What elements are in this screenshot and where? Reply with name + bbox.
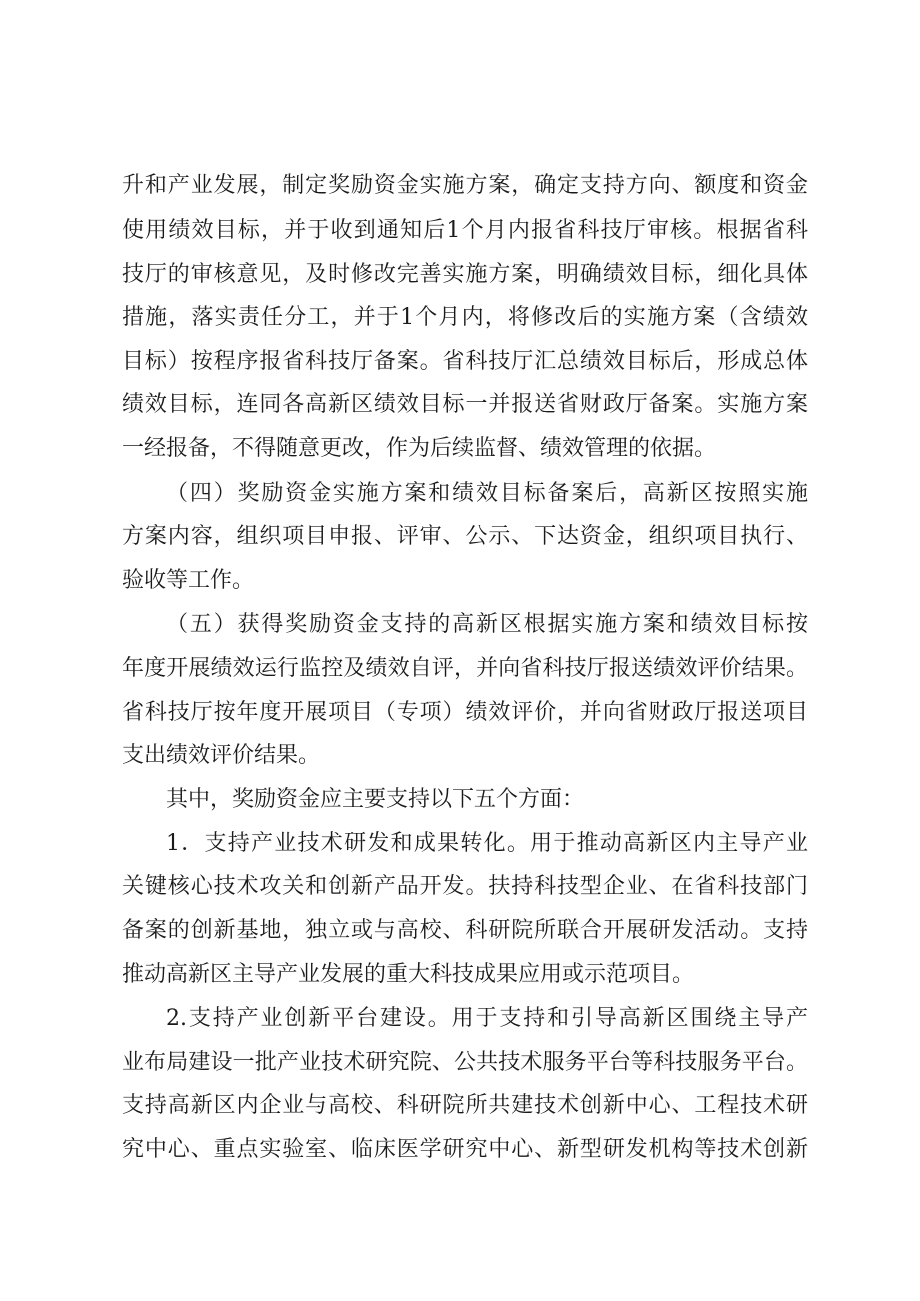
text-line: 使用绩效目标，并于收到通知后1个月内报省科技厅审核。根据省科 [122, 218, 808, 243]
text-line: 方案内容，组织项目申报、评审、公示、下达资金，组织项目执行、 [122, 524, 808, 549]
text-line: 升和产业发展，制定奖励资金实施方案，确定支持方向、额度和资金 [122, 173, 808, 198]
text-line: 究中心、重点实验室、临床医学研究中心、新型研发机构等技术创新 [122, 1137, 808, 1162]
paragraph-start: （五）获得奖励资金支持的高新区根据实施方案和绩效目标按 [166, 612, 808, 637]
text-line: 一经报备，不得随意更改，作为后续监督、绩效管理的依据。 [122, 436, 717, 461]
text-line: 验收等工作。 [122, 568, 255, 593]
text-line: 绩效目标，连同各高新区绩效目标一并报送省财政厅备案。实施方案 [122, 392, 808, 417]
text-line: 推动高新区主导产业发展的重大科技成果应用或示范项目。 [122, 962, 695, 987]
paragraph-start: 2.支持产业创新平台建设。用于支持和引导高新区围绕主导产 [166, 1006, 808, 1031]
paragraph-start: （四）奖励资金实施方案和绩效目标备案后，高新区按照实施 [166, 481, 808, 506]
text-line: 目标）按程序报省科技厅备案。省科技厅汇总绩效目标后，形成总体 [122, 349, 808, 374]
paragraph-start: 1．支持产业技术研发和成果转化。用于推动高新区内主导产业 [166, 831, 808, 856]
text-line: 备案的创新基地，独立或与高校、科研院所联合开展研发活动。支持 [122, 918, 808, 943]
text-line: 技厅的审核意见，及时修改完善实施方案，明确绩效目标，细化具体 [122, 262, 808, 287]
text-line: 年度开展绩效运行监控及绩效自评，并向省科技厅报送绩效评价结果。 [122, 656, 808, 681]
text-line: 措施，落实责任分工，并于1个月内，将修改后的实施方案（含绩效 [122, 305, 808, 330]
text-line: 省科技厅按年度开展项目（专项）绩效评价，并向省财政厅报送项目 [122, 700, 808, 725]
text-line: 支出绩效评价结果。 [122, 743, 321, 768]
text-line: 关键核心技术攻关和创新产品开发。扶持科技型企业、在省科技部门 [122, 874, 808, 899]
text-line: 支持高新区内企业与高校、科研院所共建技术创新中心、工程技术研 [122, 1093, 808, 1118]
text-line: 业布局建设一批产业技术研究院、公共技术服务平台等科技服务平台。 [122, 1050, 808, 1075]
paragraph-start: 其中，奖励资金应主要支持以下五个方面： [166, 787, 585, 812]
